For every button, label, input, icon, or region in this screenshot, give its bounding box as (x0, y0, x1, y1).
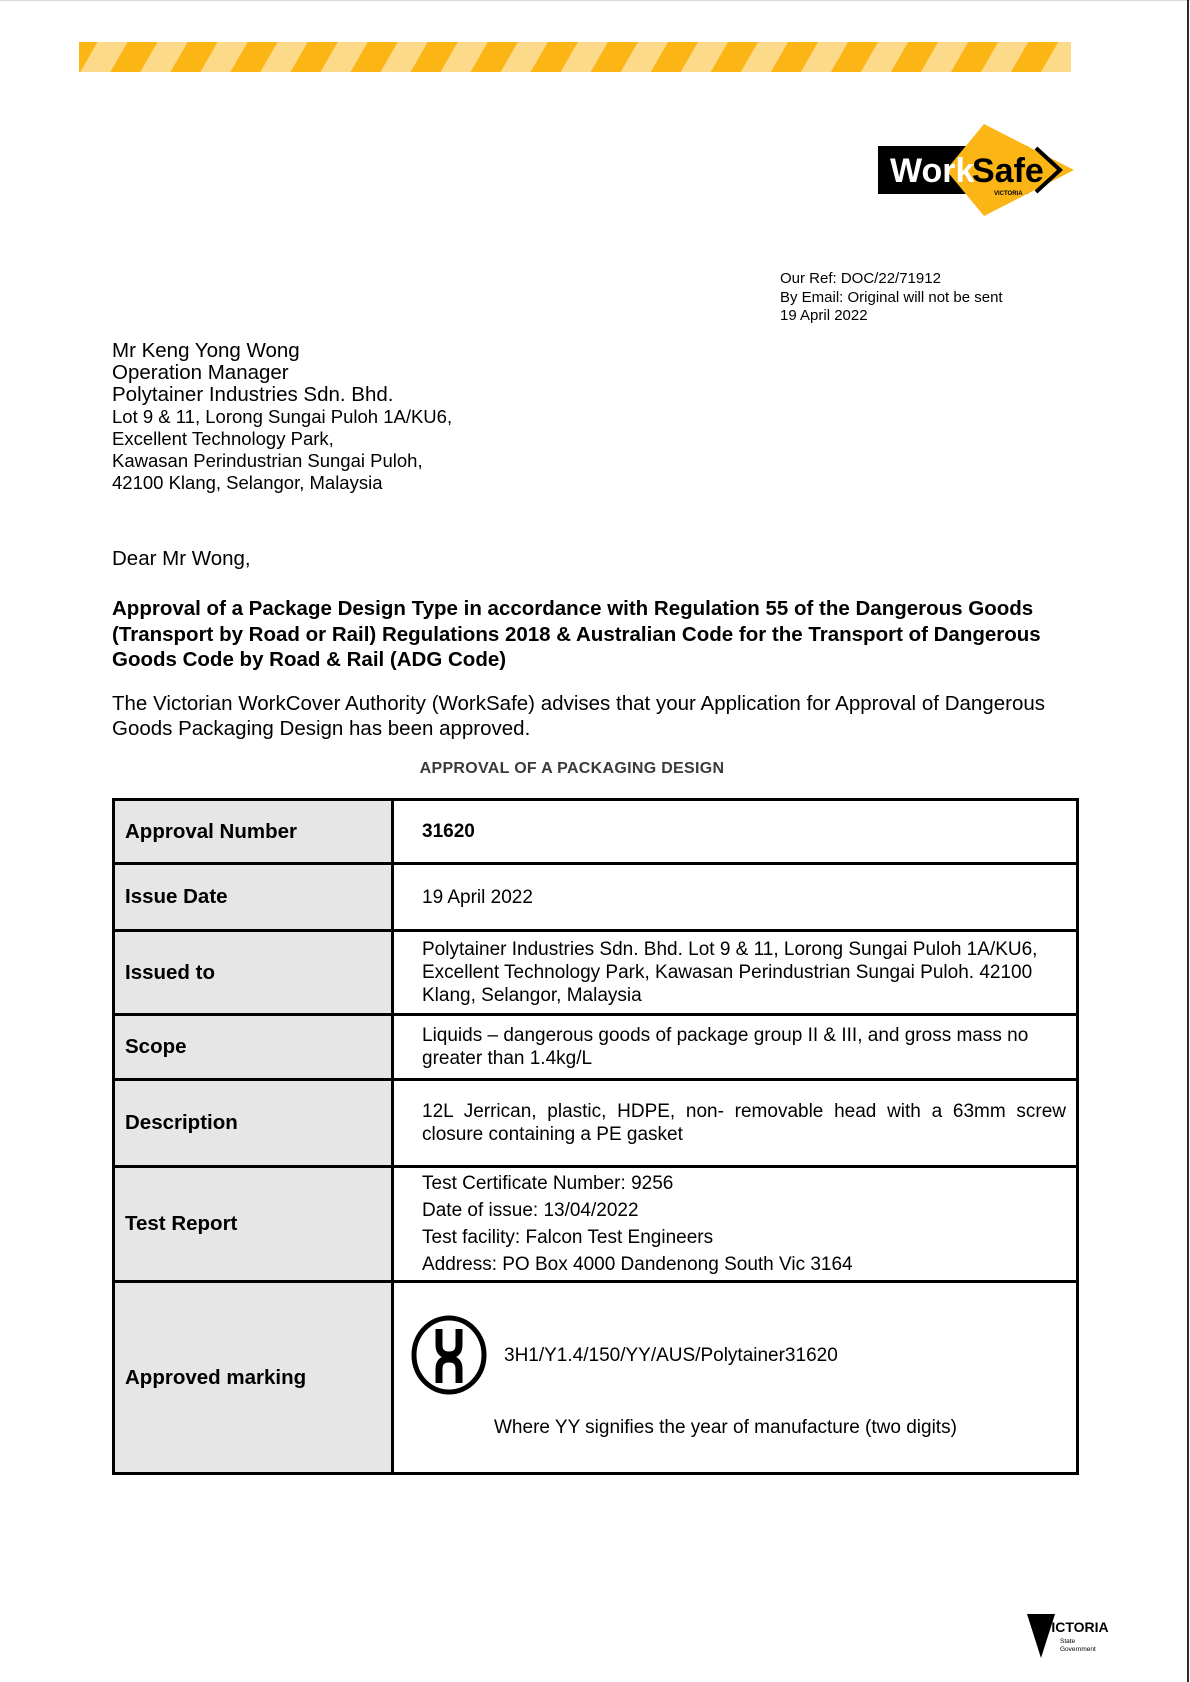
test-facility: Test facility: Falcon Test Engineers (422, 1227, 714, 1248)
test-certificate-number: Test Certificate Number: 9256 (422, 1173, 674, 1194)
table-row (114, 1167, 1078, 1282)
row-label: Approved marking (114, 1282, 393, 1474)
row-label: Issue Date (114, 864, 393, 931)
letter-subject: Approval of a Package Design Type in accordance with Regulation 55 of the Dangerous Goods (Transport by Road or Rail) Regulations 2018 & Australian Code for the Transport of Dangerous Goods Code by Road & Rail (ADG Code) (112, 597, 1041, 671)
description-value (393, 1080, 1078, 1167)
table-row (114, 864, 1078, 931)
scope-text: Liquids – dangerous goods of package group II & III, and gross mass no greater than 1.4kg/L (422, 1025, 1029, 1069)
issued-to-value (393, 931, 1078, 1015)
svg-text:Work: Work (890, 152, 975, 190)
scope-value (393, 1015, 1078, 1080)
row-label: Approval Number (114, 800, 393, 864)
approved-marking-value (393, 1282, 1078, 1474)
row-label: Description (114, 1080, 393, 1167)
issued-to-text: Polytainer Industries Sdn. Bhd. Lot 9 & 11, Lorong Sungai Puloh 1A/KU6, Excellent Technology Park, Kawasan Perindustrian Sungai Puloh. 42100 Klang, Selangor, Malaysia (422, 939, 1038, 1006)
page-top-edge (0, 0, 1190, 1)
recipient-address (112, 340, 452, 494)
table-row (114, 800, 1078, 864)
row-label: Scope (114, 1015, 393, 1080)
marking-note: Where YY signifies the year of manufacture (two digits) (494, 1417, 957, 1438)
address-line: Excellent Technology Park, (112, 428, 334, 449)
intro-paragraph: The Victorian WorkCover Authority (WorkSafe) advises that your Application for Approval of Dangerous Goods Packaging Design has been approved. (112, 692, 1045, 740)
approval-number: 31620 (422, 821, 475, 842)
recipient-name: Mr Keng Yong Wong (112, 339, 300, 362)
row-label: Test Report (114, 1167, 393, 1282)
svg-text:VICTORIA: VICTORIA (994, 191, 1023, 197)
reference-block (780, 270, 1003, 326)
test-date-of-issue: Date of issue: 13/04/2022 (422, 1200, 639, 1221)
salutation: Dear Mr Wong, (112, 547, 251, 570)
svg-text:Government: Government (1060, 1646, 1096, 1653)
hazard-stripe-banner (79, 42, 1071, 72)
address-line: 42100 Klang, Selangor, Malaysia (112, 472, 383, 493)
marking-line (410, 1315, 1066, 1395)
worksafe-victoria-logo (876, 124, 1074, 218)
our-reference: Our Ref: DOC/22/71912 (780, 270, 941, 287)
table-row (114, 1015, 1078, 1080)
letter-date: 19 April 2022 (780, 307, 868, 324)
address-line: Lot 9 & 11, Lorong Sungai Puloh 1A/KU6, (112, 406, 453, 427)
svg-text:VICTORIA: VICTORIA (1042, 1619, 1109, 1635)
address-line: Kawasan Perindustrian Sungai Puloh, (112, 450, 423, 471)
test-facility-address: Address: PO Box 4000 Dandenong South Vic 3164 (422, 1254, 853, 1275)
table-row (114, 1080, 1078, 1167)
description-text: 12L Jerrican, plastic, HDPE, non- removable head with a 63mm screw closure containing a PE gasket (422, 1101, 1066, 1145)
row-label: Issued to (114, 931, 393, 1015)
approval-table (112, 798, 1079, 1475)
page-right-edge (1187, 0, 1189, 1682)
table-caption: APPROVAL OF A PACKAGING DESIGN (419, 760, 725, 777)
marking-code: 3H1/Y1.4/150/YY/AUS/Polytainer31620 (504, 1344, 838, 1366)
recipient-title: Operation Manager (112, 361, 289, 384)
approval-number-value (393, 800, 1078, 864)
recipient-company: Polytainer Industries Sdn. Bhd. (112, 383, 394, 406)
test-report-value (393, 1167, 1078, 1282)
un-packaging-symbol-icon (410, 1315, 488, 1395)
table-row (114, 1282, 1078, 1474)
delivery-method: By Email: Original will not be sent (780, 288, 1003, 306)
svg-text:State: State (1060, 1638, 1076, 1645)
issue-date-value: 19 April 2022 (393, 864, 1078, 931)
victoria-state-government-logo (1025, 1612, 1113, 1660)
table-row (114, 931, 1078, 1015)
svg-text:Safe: Safe (972, 152, 1044, 190)
